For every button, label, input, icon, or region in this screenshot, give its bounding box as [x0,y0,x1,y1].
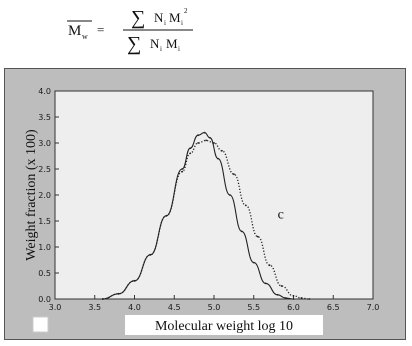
series-2-point [257,236,259,238]
numerator-m-sub: i [181,19,183,27]
y-tick-label: 0.0 [38,295,51,304]
curve-annotation: c [277,207,284,223]
y-tick-label: 3.0 [38,139,51,148]
y-axis-label: Weight fraction (x 100) [24,129,39,261]
numerator-n: N [154,10,164,25]
weight-distribution-chart [5,69,405,339]
series-1-point [277,294,279,296]
legend-box [33,317,48,332]
series-1-point [209,137,211,139]
numerator-m-sup: 2 [184,7,188,15]
chart-frame [4,68,406,340]
numerator-n-sub: i [164,19,166,27]
denominator-sum-sign: ∑ [127,33,142,55]
denominator-n-sub: i [160,45,162,53]
series-2-point [134,280,136,282]
series-1-point [181,168,183,170]
series-2-point [213,142,215,144]
x-tick-label: 4.5 [167,303,181,312]
y-tick-label: 1.0 [38,243,51,252]
x-tick-label: 7.0 [366,303,380,312]
series-2-point [181,171,183,173]
series-1-point [265,283,267,285]
x-tick-label: 3.0 [48,303,62,312]
y-tick-label: 4.0 [38,87,51,96]
series-2-point [245,205,247,207]
denominator-m-sub: i [178,45,180,53]
series-1-point [293,298,295,300]
x-tick-label: 6.0 [287,303,300,312]
series-2-point [189,153,191,155]
series-2-point [309,298,311,300]
series-1-point [241,231,243,233]
mw-formula [0,0,412,62]
series-1-point [204,132,206,134]
denominator-m: M [166,36,178,51]
series-2-point [301,297,303,299]
series-1-point [229,194,231,196]
y-tick-label: 3.5 [38,113,51,122]
y-tick-label: 0.5 [38,269,51,278]
y-tick-label: 2.0 [38,191,51,200]
series-2-point [205,140,207,142]
formula-lhs: M [68,23,82,39]
series-2-point [150,254,152,256]
series-1-point [285,297,287,299]
x-tick-label: 4.0 [128,303,141,312]
series-2-point [269,264,271,266]
series-2-point [197,142,199,144]
plot-area [55,91,373,299]
x-tick-label: 6.5 [326,303,340,312]
series-1-point [253,262,255,264]
x-tick-label: 5.0 [207,303,221,312]
x-tick-label: 3.5 [88,303,102,312]
x-axis-label: Molecular weight log 10 [154,319,294,334]
series-2-point [293,295,295,297]
x-tick-label: 5.5 [247,303,261,312]
series-2-point [281,285,283,287]
series-2-point [102,298,104,300]
series-2-point [165,215,167,217]
series-1-point [217,158,219,160]
series-2-point [118,293,120,295]
denominator-n: N [150,36,160,51]
series-2-point [221,150,223,152]
numerator-sum-sign: ∑ [131,7,146,29]
series-2-point [233,173,235,175]
series-1-point [197,134,199,136]
formula-lhs-sub: w [82,32,88,41]
series-1-point [189,147,191,149]
formula-equals: = [97,22,105,37]
y-tick-label: 2.5 [38,165,51,174]
y-tick-label: 1.5 [38,217,51,226]
numerator-m: M [169,10,181,25]
